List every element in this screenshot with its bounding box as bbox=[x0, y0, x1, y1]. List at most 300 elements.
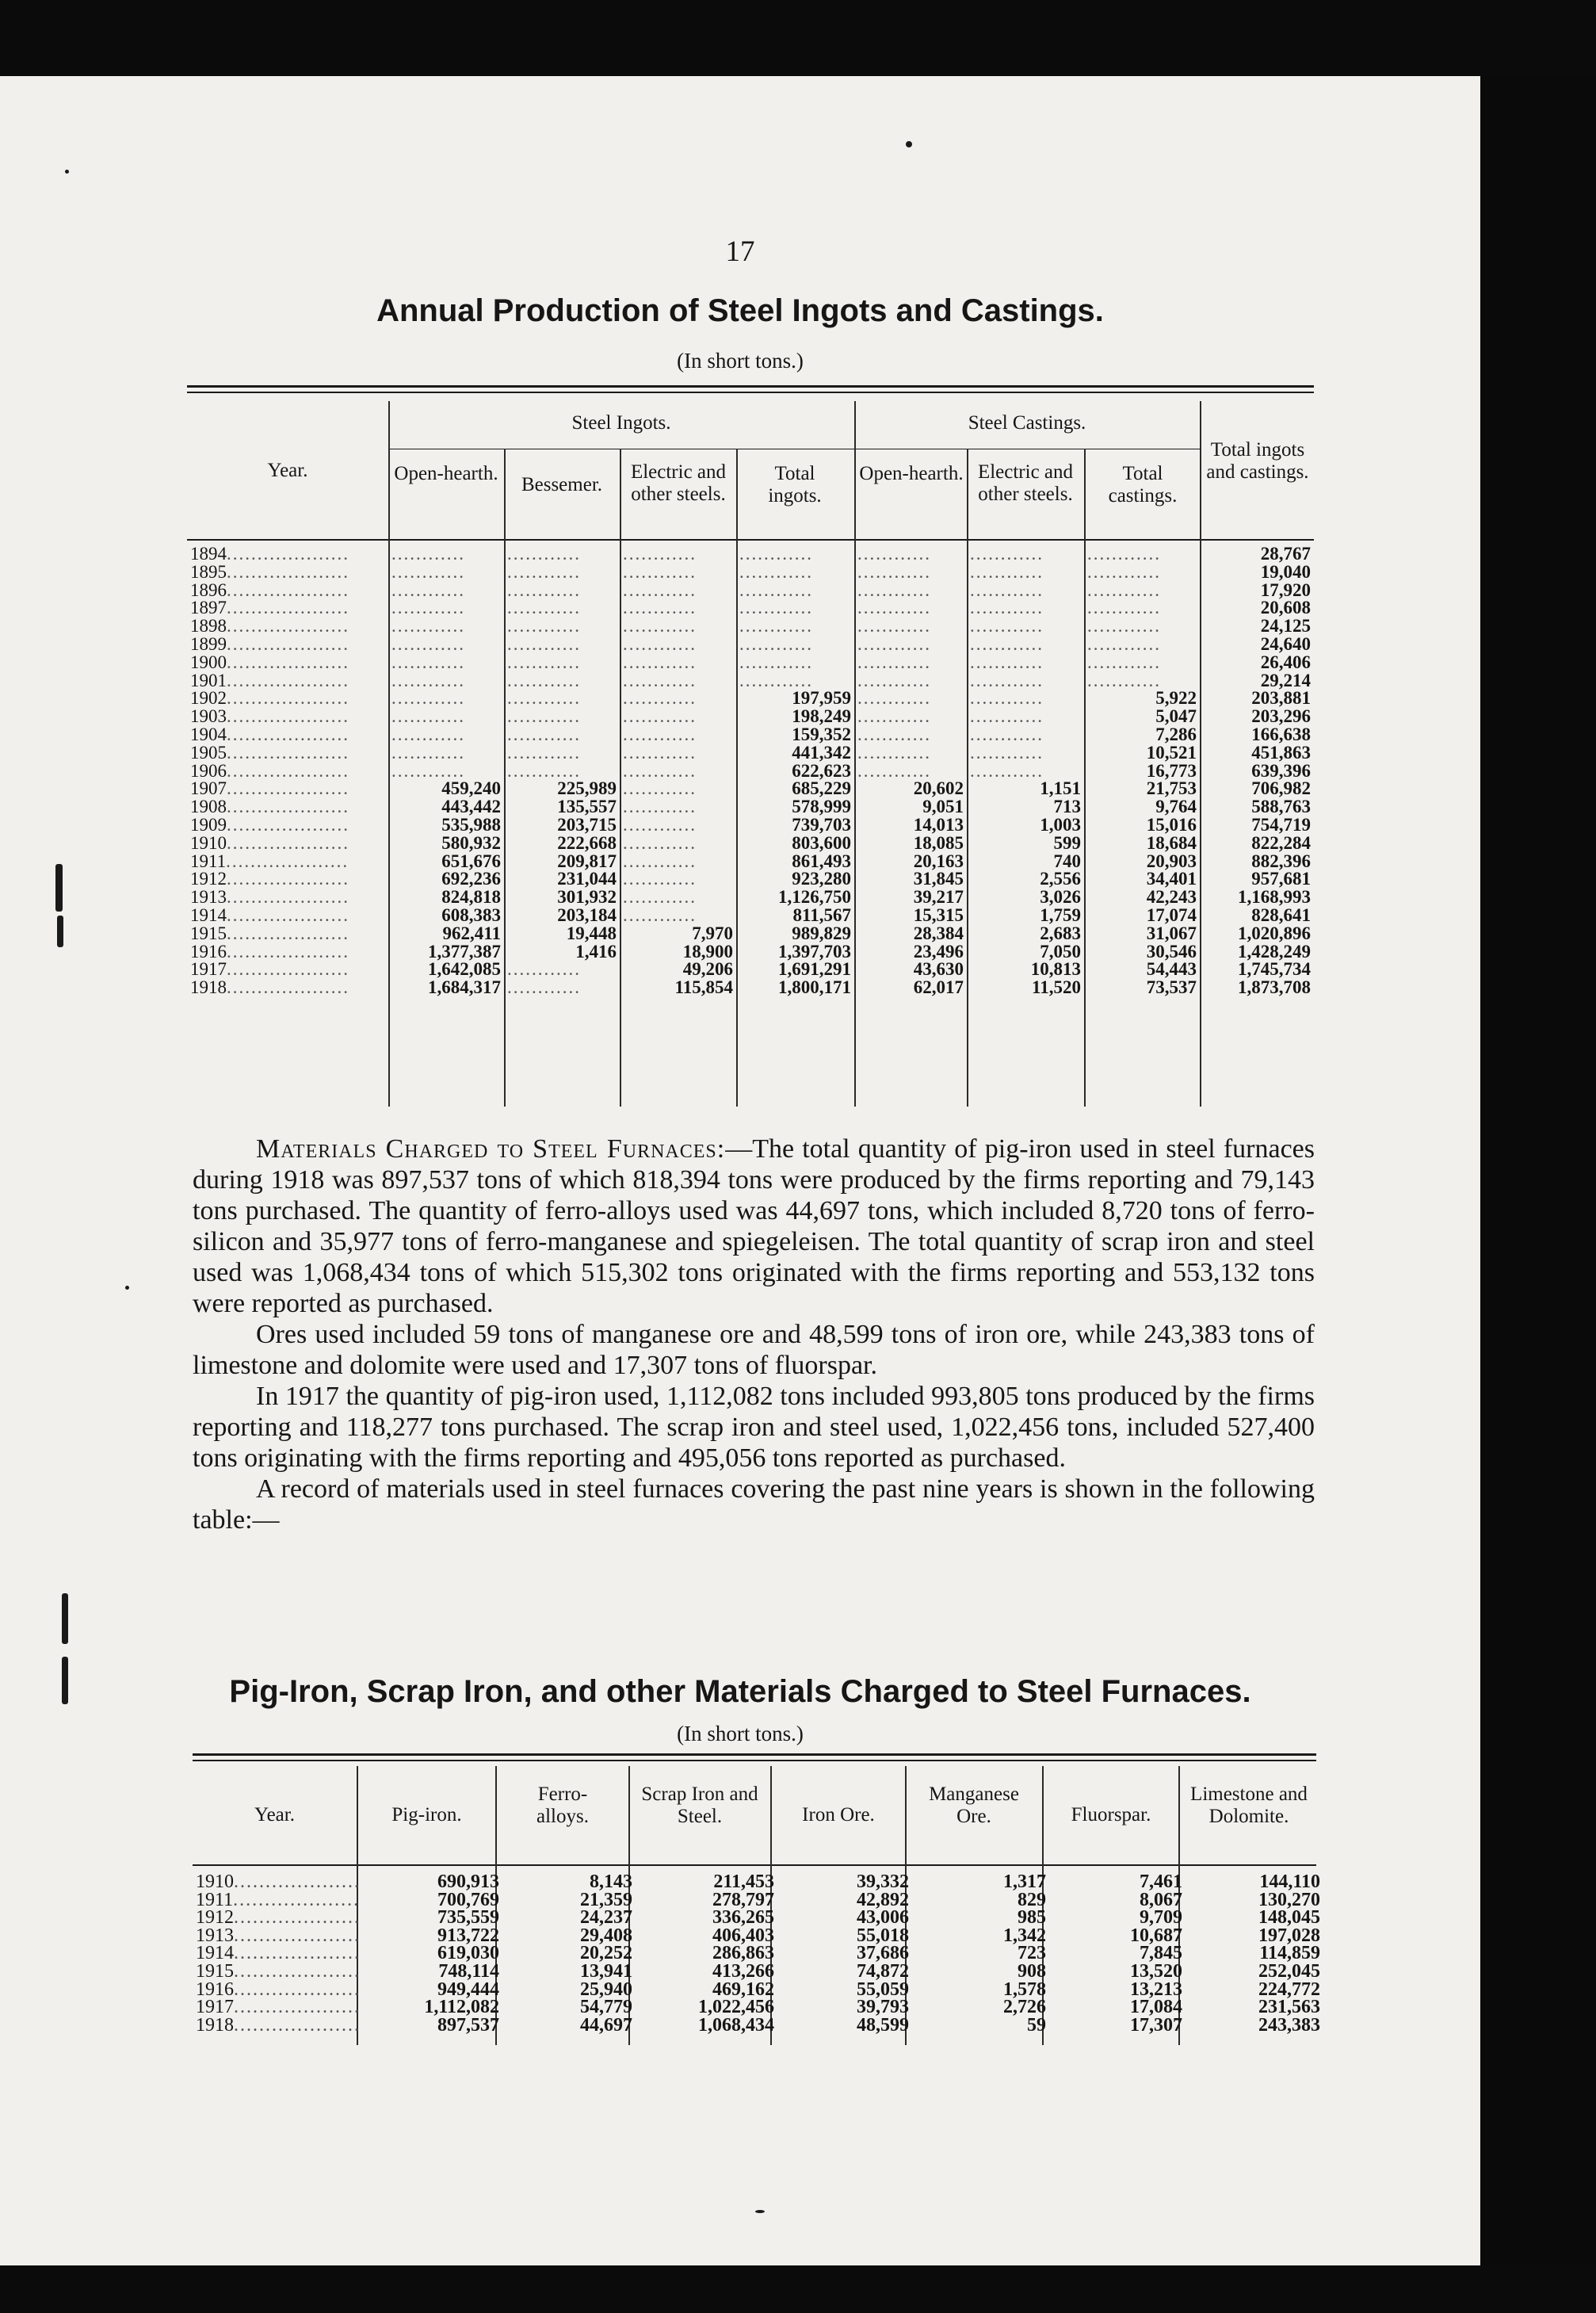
year-label: 1909 bbox=[190, 816, 227, 835]
value-cell-bessemer: 222,668 bbox=[557, 834, 617, 853]
year-cell bbox=[187, 853, 388, 871]
value-cell-open-hearth: 443,442 bbox=[441, 798, 501, 816]
table-row bbox=[187, 889, 1314, 907]
empty-cell: ............ bbox=[623, 708, 697, 726]
value-cell-limestone: 231,563 bbox=[1258, 1998, 1320, 2017]
value-cell-castings-open-hearth: 14,013 bbox=[913, 816, 964, 835]
empty-cell: ............ bbox=[507, 744, 581, 763]
empty-cell: ............ bbox=[970, 708, 1044, 726]
value-cell-grand-total: 1,745,734 bbox=[1238, 961, 1311, 980]
leader-dots: .................... bbox=[227, 889, 349, 907]
value-cell-castings-electric: 7,050 bbox=[1040, 942, 1081, 962]
value-cell-open-hearth: 580,932 bbox=[441, 834, 501, 853]
value-cell-castings-electric: 1,759 bbox=[1040, 906, 1081, 925]
year-label: 1898 bbox=[190, 617, 227, 636]
table-row bbox=[193, 1891, 1323, 1910]
value-cell-open-hearth: 1,377,387 bbox=[428, 942, 501, 962]
empty-cell: ............ bbox=[507, 725, 581, 744]
value-cell-ferro-alloys: 8,143 bbox=[590, 1873, 632, 1891]
value-cell-iron-ore: 48,599 bbox=[857, 2016, 909, 2035]
value-cell-grand-total: 588,763 bbox=[1251, 798, 1311, 816]
year-label: 1915 bbox=[196, 1962, 234, 1981]
empty-cell: ............ bbox=[857, 617, 931, 636]
value-cell-castings-electric: 3,026 bbox=[1040, 889, 1081, 907]
leader-dots: .................... bbox=[227, 708, 349, 726]
table-row bbox=[187, 564, 1314, 582]
value-cell-limestone: 130,270 bbox=[1258, 1891, 1320, 1910]
value-cell-pig-iron: 700,769 bbox=[437, 1891, 499, 1910]
empty-cell: ............ bbox=[857, 725, 931, 744]
empty-cell: ............ bbox=[739, 635, 813, 654]
leader-dots: .................... bbox=[234, 1909, 361, 1927]
scan-speck bbox=[906, 141, 912, 147]
table-row bbox=[187, 763, 1314, 781]
value-cell-iron-ore: 39,332 bbox=[857, 1873, 909, 1891]
empty-cell: ............ bbox=[1087, 671, 1161, 690]
leader-dots: .................... bbox=[227, 942, 349, 962]
value-cell-limestone: 114,859 bbox=[1259, 1944, 1320, 1963]
value-cell-pig-iron: 897,537 bbox=[437, 2016, 499, 2035]
year-cell bbox=[187, 780, 388, 798]
year-label: 1896 bbox=[190, 581, 227, 600]
value-cell-bessemer: 209,817 bbox=[557, 852, 617, 871]
value-cell-bessemer: 19,448 bbox=[566, 924, 617, 943]
empty-cell: ............ bbox=[391, 563, 465, 582]
empty-cell: ............ bbox=[623, 725, 697, 744]
table-row bbox=[193, 1944, 1323, 1963]
year-label: 1897 bbox=[190, 599, 227, 618]
leader-dots: .................... bbox=[234, 2016, 361, 2035]
leader-dots: .................... bbox=[234, 1998, 361, 2017]
empty-cell: ............ bbox=[1087, 653, 1161, 672]
value-cell-total-castings: 7,286 bbox=[1155, 725, 1197, 744]
empty-cell: ............ bbox=[739, 563, 813, 582]
leader-dots: .................... bbox=[227, 617, 349, 636]
table2-subtitle: (In short tons.) bbox=[677, 1722, 804, 1745]
table-row bbox=[187, 617, 1314, 636]
year-cell bbox=[187, 907, 388, 925]
value-cell-scrap: 469,162 bbox=[712, 1980, 774, 1999]
empty-cell: ............ bbox=[970, 563, 1044, 582]
year-cell bbox=[187, 979, 388, 997]
empty-cell: ............ bbox=[623, 545, 697, 564]
scan-speck bbox=[55, 864, 63, 912]
value-cell-scrap: 406,403 bbox=[712, 1926, 774, 1945]
value-cell-bessemer: 203,184 bbox=[557, 906, 617, 925]
leader-dots: .................... bbox=[233, 1891, 361, 1910]
steel-production-table bbox=[187, 545, 1314, 997]
value-cell-scrap: 1,022,456 bbox=[698, 1998, 774, 2017]
value-cell-limestone: 148,045 bbox=[1258, 1909, 1320, 1927]
scan-speck bbox=[755, 2210, 765, 2213]
value-cell-fluorspar: 17,084 bbox=[1130, 1998, 1182, 2017]
value-cell-limestone: 144,110 bbox=[1259, 1873, 1320, 1891]
materials-prose bbox=[193, 1134, 1315, 1535]
value-cell-total-castings: 10,521 bbox=[1146, 744, 1197, 763]
prose-paragraph: In 1917 the quantity of pig-iron used, 1,112,082 tons included 993,805 tons produced by the firms reporting and 118,277 tons purchased. The scrap iron and steel used, 1,022,456 tons, included 527,400 tons originating with the firms reporting and 495,056 tons reported as purchased. bbox=[193, 1382, 1315, 1473]
value-cell-total-castings: 21,753 bbox=[1146, 780, 1197, 799]
table-row bbox=[187, 726, 1314, 744]
year-cell bbox=[187, 763, 388, 781]
empty-cell: ............ bbox=[507, 617, 581, 636]
empty-cell: ............ bbox=[507, 599, 581, 618]
t1-header-open-hearth: Open-hearth. bbox=[394, 463, 498, 484]
year-label: 1912 bbox=[190, 870, 227, 889]
year-label: 1903 bbox=[190, 708, 227, 726]
value-cell-grand-total: 166,638 bbox=[1251, 725, 1311, 744]
leader-dots: .................... bbox=[234, 1980, 361, 1999]
year-label: 1912 bbox=[196, 1909, 234, 1927]
empty-cell: ............ bbox=[970, 725, 1044, 744]
value-cell-limestone: 252,045 bbox=[1258, 1962, 1320, 1981]
empty-cell: ............ bbox=[623, 635, 697, 654]
empty-cell: ............ bbox=[739, 617, 813, 636]
t1-header-castings-group: Steel Castings. bbox=[968, 412, 1086, 434]
page-number: 17 bbox=[725, 235, 755, 268]
value-cell-total-castings: 31,067 bbox=[1146, 924, 1197, 943]
value-cell-open-hearth: 962,411 bbox=[442, 924, 501, 943]
year-cell bbox=[187, 599, 388, 617]
empty-cell: ............ bbox=[391, 581, 465, 600]
table1-subtitle: (In short tons.) bbox=[677, 349, 804, 373]
leader-dots: .................... bbox=[234, 1873, 361, 1891]
year-cell bbox=[187, 636, 388, 654]
value-cell-grand-total: 26,406 bbox=[1260, 653, 1311, 672]
leader-dots: .................... bbox=[234, 1926, 361, 1945]
empty-cell: ............ bbox=[391, 635, 465, 654]
value-cell-total-ingots: 811,567 bbox=[792, 906, 851, 925]
year-label: 1915 bbox=[190, 924, 227, 943]
year-label: 1918 bbox=[196, 2016, 234, 2035]
year-cell bbox=[193, 1981, 364, 1999]
empty-cell: ............ bbox=[507, 979, 581, 997]
value-cell-castings-open-hearth: 20,602 bbox=[913, 780, 964, 799]
table1-top-rule bbox=[187, 392, 1314, 393]
year-label: 1899 bbox=[190, 635, 227, 654]
year-cell bbox=[187, 690, 388, 708]
value-cell-castings-electric: 1,003 bbox=[1040, 816, 1081, 835]
empty-cell: ............ bbox=[391, 690, 465, 709]
value-cell-total-ingots: 622,623 bbox=[792, 762, 851, 781]
value-cell-total-ingots: 198,249 bbox=[792, 708, 851, 726]
year-label: 1902 bbox=[190, 690, 227, 709]
leader-dots: .................... bbox=[227, 762, 349, 781]
scan-speck bbox=[125, 1286, 129, 1290]
empty-cell: ............ bbox=[1087, 563, 1161, 582]
leader-dots: .................... bbox=[227, 834, 349, 853]
table-row bbox=[187, 708, 1314, 726]
empty-cell: ............ bbox=[857, 545, 931, 564]
year-cell bbox=[187, 744, 388, 763]
value-cell-electric: 7,970 bbox=[692, 924, 733, 943]
year-cell bbox=[187, 564, 388, 582]
prose-paragraph: Ores used included 59 tons of manganese ore and 48,599 tons of iron ore, while 243,383 tons of limestone and dolomite were used and 17,307 tons of fluorspar. bbox=[193, 1320, 1315, 1380]
table-row bbox=[187, 870, 1314, 889]
empty-cell: ............ bbox=[857, 708, 931, 726]
value-cell-manganese: 2,726 bbox=[1003, 1998, 1046, 2017]
value-cell-iron-ore: 55,018 bbox=[857, 1926, 909, 1945]
table-row bbox=[187, 979, 1314, 997]
year-cell bbox=[187, 654, 388, 672]
value-cell-pig-iron: 735,559 bbox=[437, 1909, 499, 1927]
value-cell-pig-iron: 748,114 bbox=[438, 1962, 499, 1981]
value-cell-total-castings: 18,684 bbox=[1146, 834, 1197, 853]
year-cell bbox=[193, 1873, 364, 1891]
scan-border bbox=[1480, 76, 1596, 2265]
value-cell-open-hearth: 459,240 bbox=[441, 780, 501, 799]
value-cell-iron-ore: 37,686 bbox=[857, 1944, 909, 1963]
value-cell-grand-total: 828,641 bbox=[1251, 906, 1311, 925]
value-cell-bessemer: 231,044 bbox=[557, 870, 617, 889]
value-cell-ferro-alloys: 21,359 bbox=[580, 1891, 632, 1910]
empty-cell: ............ bbox=[507, 671, 581, 690]
year-label: 1910 bbox=[190, 834, 227, 853]
year-label: 1916 bbox=[190, 942, 227, 962]
table-row bbox=[187, 835, 1314, 853]
value-cell-castings-open-hearth: 43,630 bbox=[913, 961, 964, 980]
year-label: 1907 bbox=[190, 780, 227, 799]
leader-dots: .................... bbox=[227, 798, 349, 816]
year-cell bbox=[187, 889, 388, 907]
year-cell bbox=[193, 1944, 364, 1963]
value-cell-grand-total: 957,681 bbox=[1251, 870, 1311, 889]
value-cell-total-ingots: 685,229 bbox=[792, 780, 851, 799]
empty-cell: ............ bbox=[391, 545, 465, 564]
empty-cell: ............ bbox=[739, 671, 813, 690]
year-cell bbox=[193, 2017, 364, 2035]
value-cell-open-hearth: 824,818 bbox=[441, 889, 501, 907]
scan-speck bbox=[62, 1593, 68, 1644]
table-row bbox=[187, 853, 1314, 871]
value-cell-pig-iron: 913,722 bbox=[437, 1926, 499, 1945]
value-cell-pig-iron: 619,030 bbox=[437, 1944, 499, 1963]
year-label: 1917 bbox=[196, 1998, 234, 2017]
year-cell bbox=[187, 835, 388, 853]
year-cell bbox=[187, 961, 388, 979]
empty-cell: ............ bbox=[857, 635, 931, 654]
empty-cell: ............ bbox=[507, 653, 581, 672]
table2-header-rule bbox=[193, 1864, 1316, 1866]
leader-dots: .................... bbox=[226, 852, 349, 871]
t1-header-bessemer: Bessemer. bbox=[521, 474, 603, 495]
table-row bbox=[193, 2017, 1323, 2035]
empty-cell: ............ bbox=[623, 653, 697, 672]
table-row bbox=[193, 1873, 1323, 1891]
value-cell-total-ingots: 803,600 bbox=[792, 834, 851, 853]
empty-cell: ............ bbox=[970, 617, 1044, 636]
leader-dots: .................... bbox=[227, 816, 349, 835]
value-cell-bessemer: 135,557 bbox=[557, 798, 617, 816]
value-cell-manganese: 1,342 bbox=[1003, 1926, 1046, 1945]
year-label: 1913 bbox=[196, 1926, 234, 1945]
year-label: 1916 bbox=[196, 1980, 234, 1999]
value-cell-total-castings: 20,903 bbox=[1146, 852, 1197, 871]
value-cell-castings-electric: 1,151 bbox=[1040, 780, 1081, 799]
year-cell bbox=[187, 672, 388, 690]
table-row bbox=[187, 961, 1314, 979]
table-row bbox=[187, 599, 1314, 617]
value-cell-castings-open-hearth: 20,163 bbox=[913, 852, 964, 871]
table-row bbox=[193, 1909, 1323, 1927]
table-row bbox=[193, 1981, 1323, 1999]
empty-cell: ............ bbox=[391, 599, 465, 618]
empty-cell: ............ bbox=[857, 762, 931, 781]
value-cell-ferro-alloys: 25,940 bbox=[580, 1980, 632, 1999]
value-cell-electric: 49,206 bbox=[682, 961, 733, 980]
table-row bbox=[187, 744, 1314, 763]
value-cell-total-ingots: 1,691,291 bbox=[778, 961, 851, 980]
empty-cell: ............ bbox=[391, 617, 465, 636]
leader-dots: .................... bbox=[227, 653, 349, 672]
value-cell-castings-open-hearth: 9,051 bbox=[922, 798, 964, 816]
value-cell-fluorspar: 13,213 bbox=[1130, 1980, 1182, 1999]
year-cell bbox=[187, 925, 388, 943]
value-cell-grand-total: 754,719 bbox=[1251, 816, 1311, 835]
t1-header-electric: Electric and other steels. bbox=[630, 461, 727, 505]
empty-cell: ............ bbox=[857, 690, 931, 709]
table-row bbox=[187, 925, 1314, 943]
empty-cell: ............ bbox=[623, 690, 697, 709]
scan-speck bbox=[57, 916, 63, 947]
year-cell bbox=[193, 1927, 364, 1945]
year-cell bbox=[187, 726, 388, 744]
year-label: 1911 bbox=[190, 852, 227, 871]
value-cell-total-ingots: 1,126,750 bbox=[778, 889, 851, 907]
empty-cell: ............ bbox=[507, 961, 581, 980]
table2-top-rule bbox=[193, 1753, 1316, 1756]
value-cell-scrap: 413,266 bbox=[712, 1962, 774, 1981]
value-cell-scrap: 211,453 bbox=[713, 1873, 774, 1891]
value-cell-ferro-alloys: 44,697 bbox=[580, 2016, 632, 2035]
year-label: 1900 bbox=[190, 653, 227, 672]
year-label: 1908 bbox=[190, 798, 227, 816]
value-cell-ferro-alloys: 24,237 bbox=[580, 1909, 632, 1927]
empty-cell: ............ bbox=[507, 762, 581, 781]
empty-cell: ............ bbox=[623, 671, 697, 690]
empty-cell: ............ bbox=[391, 671, 465, 690]
value-cell-castings-electric: 2,683 bbox=[1040, 924, 1081, 943]
value-cell-grand-total: 24,640 bbox=[1260, 635, 1311, 654]
value-cell-grand-total: 29,214 bbox=[1260, 671, 1311, 690]
table-row bbox=[187, 816, 1314, 835]
leader-dots: .................... bbox=[227, 961, 349, 980]
value-cell-bessemer: 225,989 bbox=[557, 780, 617, 799]
t2-header-fluorspar: Fluorspar. bbox=[1071, 1804, 1151, 1826]
value-cell-castings-open-hearth: 15,315 bbox=[913, 906, 964, 925]
year-cell bbox=[187, 798, 388, 816]
table2-title: Pig-Iron, Scrap Iron, and other Materials Charged to Steel Furnaces. bbox=[229, 1674, 1251, 1709]
year-cell bbox=[187, 870, 388, 889]
value-cell-grand-total: 639,396 bbox=[1251, 762, 1311, 781]
empty-cell: ............ bbox=[970, 581, 1044, 600]
leader-dots: .................... bbox=[227, 870, 349, 889]
value-cell-total-castings: 5,922 bbox=[1155, 690, 1197, 709]
empty-cell: ............ bbox=[623, 870, 697, 889]
empty-cell: ............ bbox=[623, 780, 697, 799]
empty-cell: ............ bbox=[857, 599, 931, 618]
year-cell bbox=[187, 582, 388, 600]
year-label: 1894 bbox=[190, 545, 227, 564]
empty-cell: ............ bbox=[391, 708, 465, 726]
value-cell-manganese: 723 bbox=[1018, 1944, 1046, 1963]
value-cell-grand-total: 822,284 bbox=[1251, 834, 1311, 853]
value-cell-total-ingots: 739,703 bbox=[792, 816, 851, 835]
leader-dots: .................... bbox=[227, 725, 349, 744]
empty-cell: ............ bbox=[507, 563, 581, 582]
value-cell-castings-open-hearth: 18,085 bbox=[913, 834, 964, 853]
value-cell-open-hearth: 651,676 bbox=[441, 852, 501, 871]
value-cell-manganese: 59 bbox=[1027, 2016, 1046, 2035]
empty-cell: ............ bbox=[391, 744, 465, 763]
empty-cell: ............ bbox=[623, 852, 697, 871]
value-cell-total-ingots: 1,800,171 bbox=[778, 979, 851, 997]
t2-header-scrap: Scrap Iron and Steel. bbox=[641, 1783, 758, 1827]
value-cell-grand-total: 20,608 bbox=[1260, 599, 1311, 618]
value-cell-fluorspar: 7,845 bbox=[1140, 1944, 1182, 1963]
scan-speck bbox=[65, 170, 69, 174]
year-cell bbox=[193, 1891, 364, 1910]
leader-dots: .................... bbox=[227, 690, 349, 709]
year-cell bbox=[187, 545, 388, 564]
t1-header-castings-open-hearth: Open-hearth. bbox=[859, 463, 964, 484]
table-row bbox=[187, 636, 1314, 654]
leader-dots: .................... bbox=[227, 671, 349, 690]
year-label: 1913 bbox=[190, 889, 227, 907]
year-cell bbox=[187, 943, 388, 962]
empty-cell: ............ bbox=[507, 545, 581, 564]
leader-dots: .................... bbox=[227, 979, 349, 997]
value-cell-open-hearth: 1,684,317 bbox=[428, 979, 501, 997]
empty-cell: ............ bbox=[507, 581, 581, 600]
value-cell-manganese: 829 bbox=[1018, 1891, 1046, 1910]
value-cell-grand-total: 203,296 bbox=[1251, 708, 1311, 726]
empty-cell: ............ bbox=[970, 599, 1044, 618]
value-cell-ferro-alloys: 13,941 bbox=[580, 1962, 632, 1981]
value-cell-total-castings: 34,401 bbox=[1146, 870, 1197, 889]
value-cell-total-castings: 16,773 bbox=[1146, 762, 1197, 781]
leader-dots: .................... bbox=[227, 924, 349, 943]
year-cell bbox=[187, 617, 388, 636]
value-cell-total-castings: 54,443 bbox=[1146, 961, 1197, 980]
value-cell-bessemer: 1,416 bbox=[575, 942, 617, 962]
empty-cell: ............ bbox=[623, 816, 697, 835]
value-cell-grand-total: 24,125 bbox=[1260, 617, 1311, 636]
year-label: 1904 bbox=[190, 725, 227, 744]
value-cell-fluorspar: 9,709 bbox=[1140, 1909, 1182, 1927]
empty-cell: ............ bbox=[507, 635, 581, 654]
leader-dots: .................... bbox=[227, 780, 349, 799]
value-cell-castings-open-hearth: 23,496 bbox=[913, 942, 964, 962]
value-cell-grand-total: 1,168,993 bbox=[1238, 889, 1311, 907]
value-cell-iron-ore: 43,006 bbox=[857, 1909, 909, 1927]
t2-header-pig-iron: Pig-iron. bbox=[391, 1804, 462, 1826]
table-row bbox=[187, 798, 1314, 816]
value-cell-total-ingots: 1,397,703 bbox=[778, 942, 851, 962]
value-cell-bessemer: 203,715 bbox=[557, 816, 617, 835]
value-cell-iron-ore: 39,793 bbox=[857, 1998, 909, 2017]
leader-dots: .................... bbox=[227, 563, 349, 582]
value-cell-fluorspar: 8,067 bbox=[1140, 1891, 1182, 1910]
empty-cell: ............ bbox=[391, 725, 465, 744]
value-cell-ferro-alloys: 54,779 bbox=[580, 1998, 632, 2017]
value-cell-total-ingots: 923,280 bbox=[792, 870, 851, 889]
t1-header-year: Year. bbox=[267, 460, 308, 481]
table-row bbox=[187, 690, 1314, 708]
table-row bbox=[187, 780, 1314, 798]
empty-cell: ............ bbox=[1087, 581, 1161, 600]
value-cell-fluorspar: 7,461 bbox=[1140, 1873, 1182, 1891]
value-cell-total-castings: 9,764 bbox=[1155, 798, 1197, 816]
